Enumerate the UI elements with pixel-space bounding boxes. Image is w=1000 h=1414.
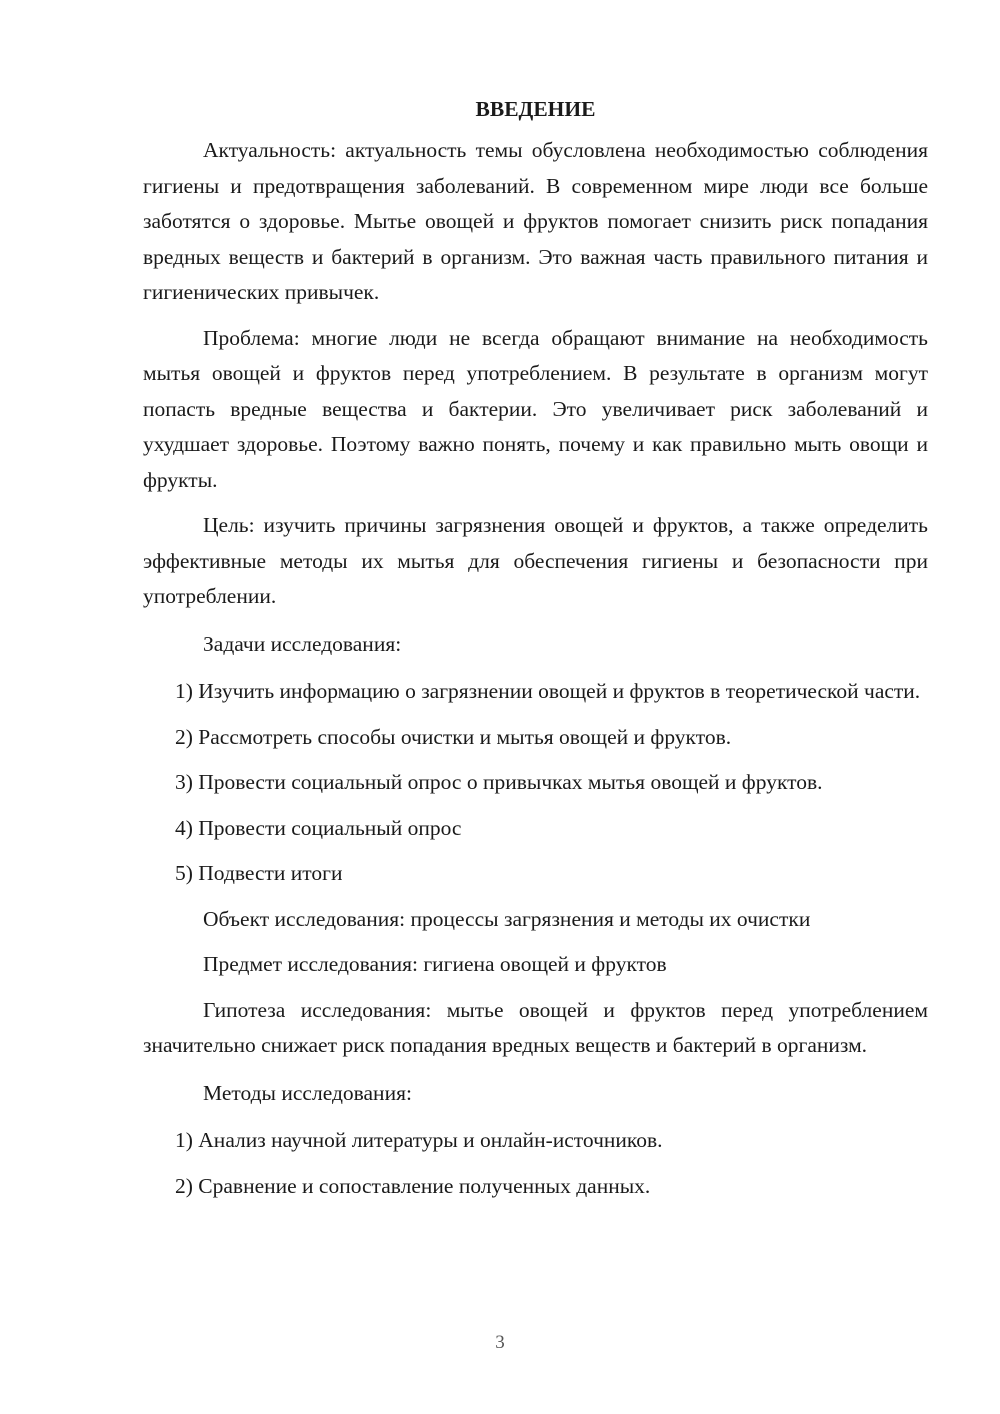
goal-paragraph: Цель: изучить причины загрязнения овощей и фруктов, а также определить эффективные методы их мытья для обеспечения гигиены и безопасности при употреблении.	[143, 513, 928, 608]
list-item: 4) Провести социальный опрос	[175, 815, 462, 840]
methods-list	[143, 1123, 928, 1204]
tasks-heading: Задачи исследования:	[203, 631, 402, 656]
list-item: 1) Изучить информацию о загрязнении овощей и фруктов в теоретической части.	[175, 679, 921, 703]
problem-paragraph: Проблема: многие люди не всегда обращают внимание на необходимость мытья овощей и фруктов перед употреблением. В результате в организм могут попасть вредные вещества и бактерии. Это увеличивает риск заболеваний и ухудшает здоровье. Поэтому важно понять, почему и как правильно мыть овощи и фрукты.	[143, 325, 928, 492]
list-item: 5) Подвести итоги	[175, 861, 343, 885]
relevance-paragraph: Актуальность: актуальность темы обусловлена необходимостью соблюдения гигиены и предотвращения заболеваний. В современном мире люди все больше заботятся о здоровье. Мытье овощей и фруктов помогает снизить риск попадания вредных веществ и бактерий в организм. Это важная часть правильного питания и гигиенических привычек.	[143, 138, 928, 304]
list-item: 1) Анализ научной литературы и онлайн-источников.	[175, 1128, 663, 1152]
list-item: 3) Провести социальный опрос о привычках мытья овощей и фруктов.	[175, 770, 823, 794]
page-number: 3	[495, 1332, 505, 1353]
page-title: ВВЕДЕНИЕ	[475, 97, 596, 121]
tasks-list	[143, 674, 928, 892]
list-item: 2) Сравнение и сопоставление полученных данных.	[175, 1173, 651, 1198]
hypothesis-paragraph: Гипотеза исследования: мытье овощей и фруктов перед употреблением значительно снижает риск попадания вредных веществ и бактерий в организм.	[143, 997, 928, 1057]
object-paragraph: Объект исследования: процессы загрязнения и методы их очистки	[203, 906, 811, 931]
methods-heading: Методы исследования:	[203, 1080, 412, 1105]
subject-paragraph: Предмет исследования: гигиена овощей и фруктов	[203, 952, 667, 976]
document-page	[143, 92, 928, 1214]
list-item: 2) Рассмотреть способы очистки и мытья овощей и фруктов.	[175, 724, 732, 749]
